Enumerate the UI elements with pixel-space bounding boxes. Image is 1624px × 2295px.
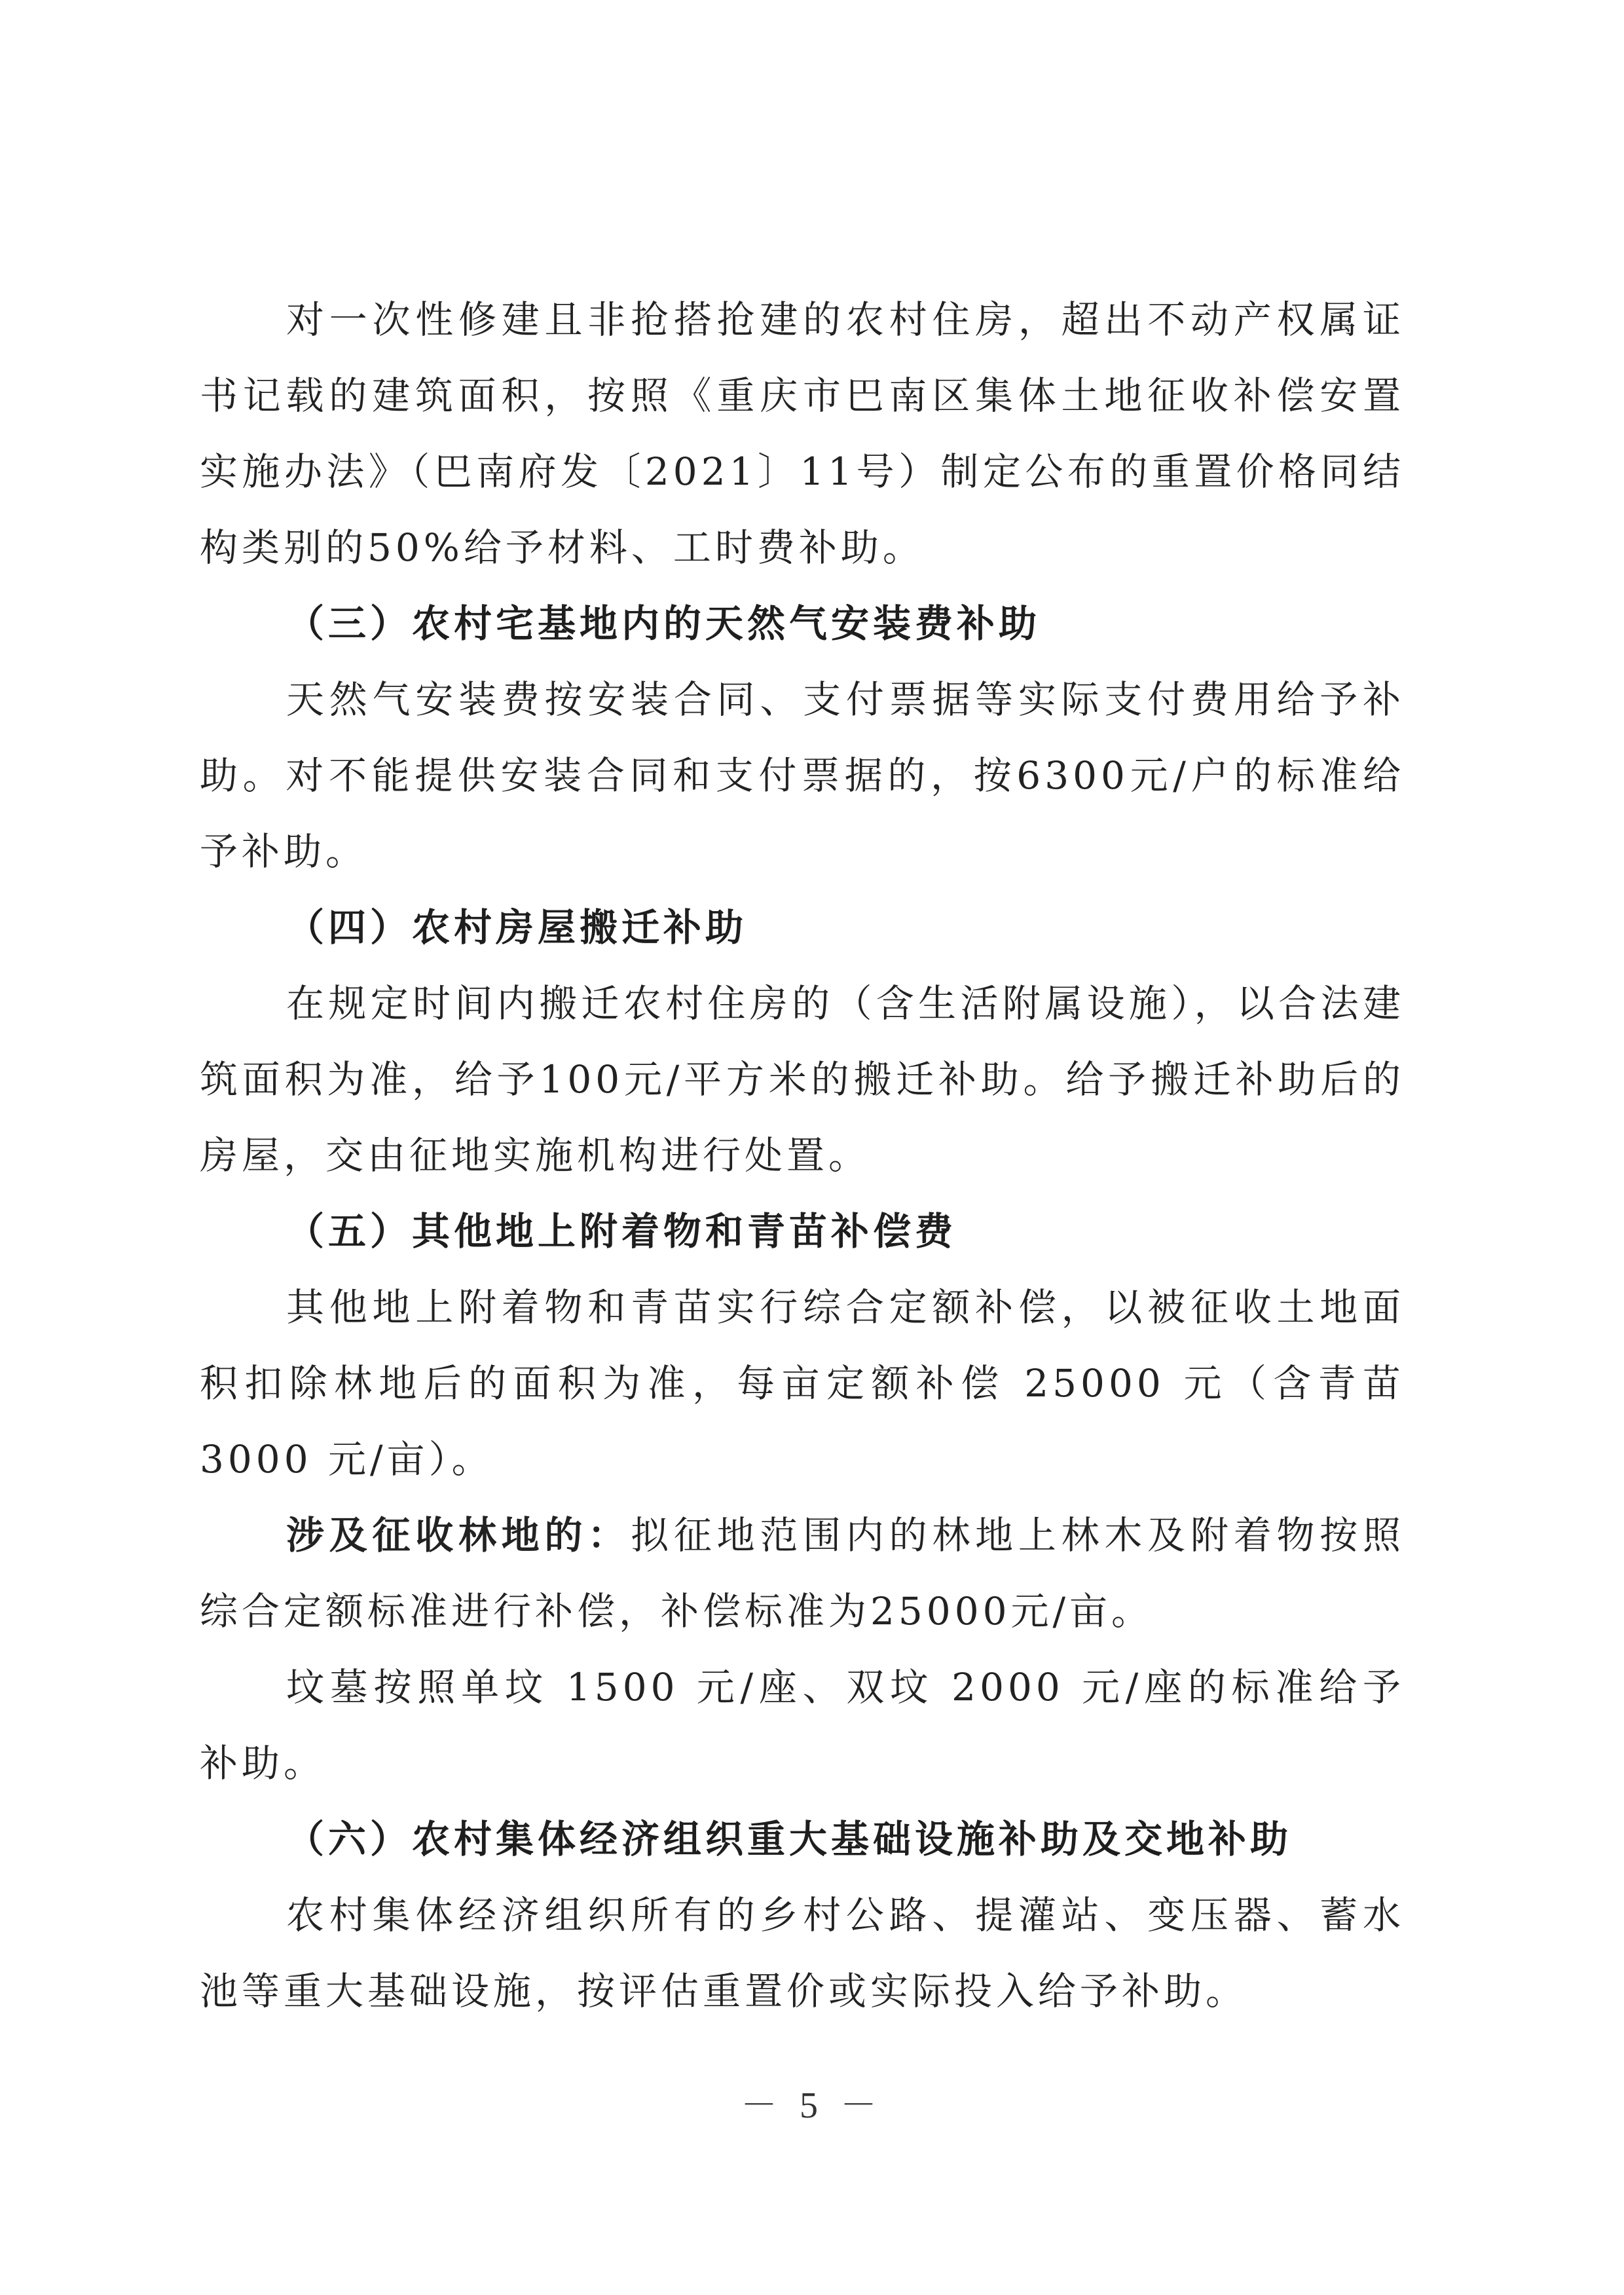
forest-land-text: 拟征地范围内的林地上林木及附着物按照综合定额标准进行补偿，补偿标准为25000元/亩。 bbox=[200, 1513, 1405, 1633]
page-number bbox=[0, 2076, 1624, 2129]
paragraph-graves: 坟墓按照单坟 1500 元/座、双坟 2000 元/座的标准给予补助。 bbox=[200, 1665, 1405, 1785]
paragraph-gas-installation: 天然气安装费按安装合同、支付票据等实际支付费用给予补助。对不能提供安装合同和支付票据的，按6300元/户的标准给予补助。 bbox=[200, 677, 1405, 874]
forest-land-lead: 涉及征收林地的： bbox=[286, 1513, 631, 1558]
paragraph-relocation: 在规定时间内搬迁农村住房的（含生活附属设施），以合法建筑面积为准，给予100元/平方米的搬迁补助。给予搬迁补助后的房屋，交由征地实施机构进行处置。 bbox=[200, 981, 1405, 1178]
heading-relocation-subsidy: （四）农村房屋搬迁补助 bbox=[286, 905, 748, 950]
heading-gas-installation-subsidy: （三）农村宅基地内的天然气安装费补助 bbox=[286, 601, 1041, 646]
heading-infrastructure-subsidy: （六）农村集体经济组织重大基础设施补助及交地补助 bbox=[286, 1817, 1293, 1861]
paragraph-forest-land bbox=[200, 1497, 1405, 1649]
page-number-dash-right: － bbox=[840, 2085, 883, 2126]
paragraph-extra-area-subsidy: 对一次性修建且非抢搭抢建的农村住房，超出不动产权属证书记载的建筑面积，按照《重庆市巴南区集体土地征收补偿安置实施办法》（巴南府发〔2021〕11号）制定公布的重置价格同结构类别的50%给予材料、工时费补助。 bbox=[200, 297, 1405, 570]
paragraph-attachments: 其他地上附着物和青苗实行综合定额补偿，以被征收土地面积扣除林地后的面积为准，每亩定额补偿 25000 元（含青苗3000 元/亩）。 bbox=[200, 1285, 1405, 1482]
heading-attachments-compensation: （五）其他地上附着物和青苗补偿费 bbox=[286, 1209, 957, 1254]
page-number-dash-left: － bbox=[741, 2085, 784, 2126]
document-body bbox=[200, 282, 1405, 2029]
paragraph-infrastructure: 农村集体经济组织所有的乡村公路、提灌站、变压器、蓄水池等重大基础设施，按评估重置价或实际投入给予补助。 bbox=[200, 1893, 1405, 2013]
page-number-value: 5 bbox=[800, 2085, 824, 2126]
